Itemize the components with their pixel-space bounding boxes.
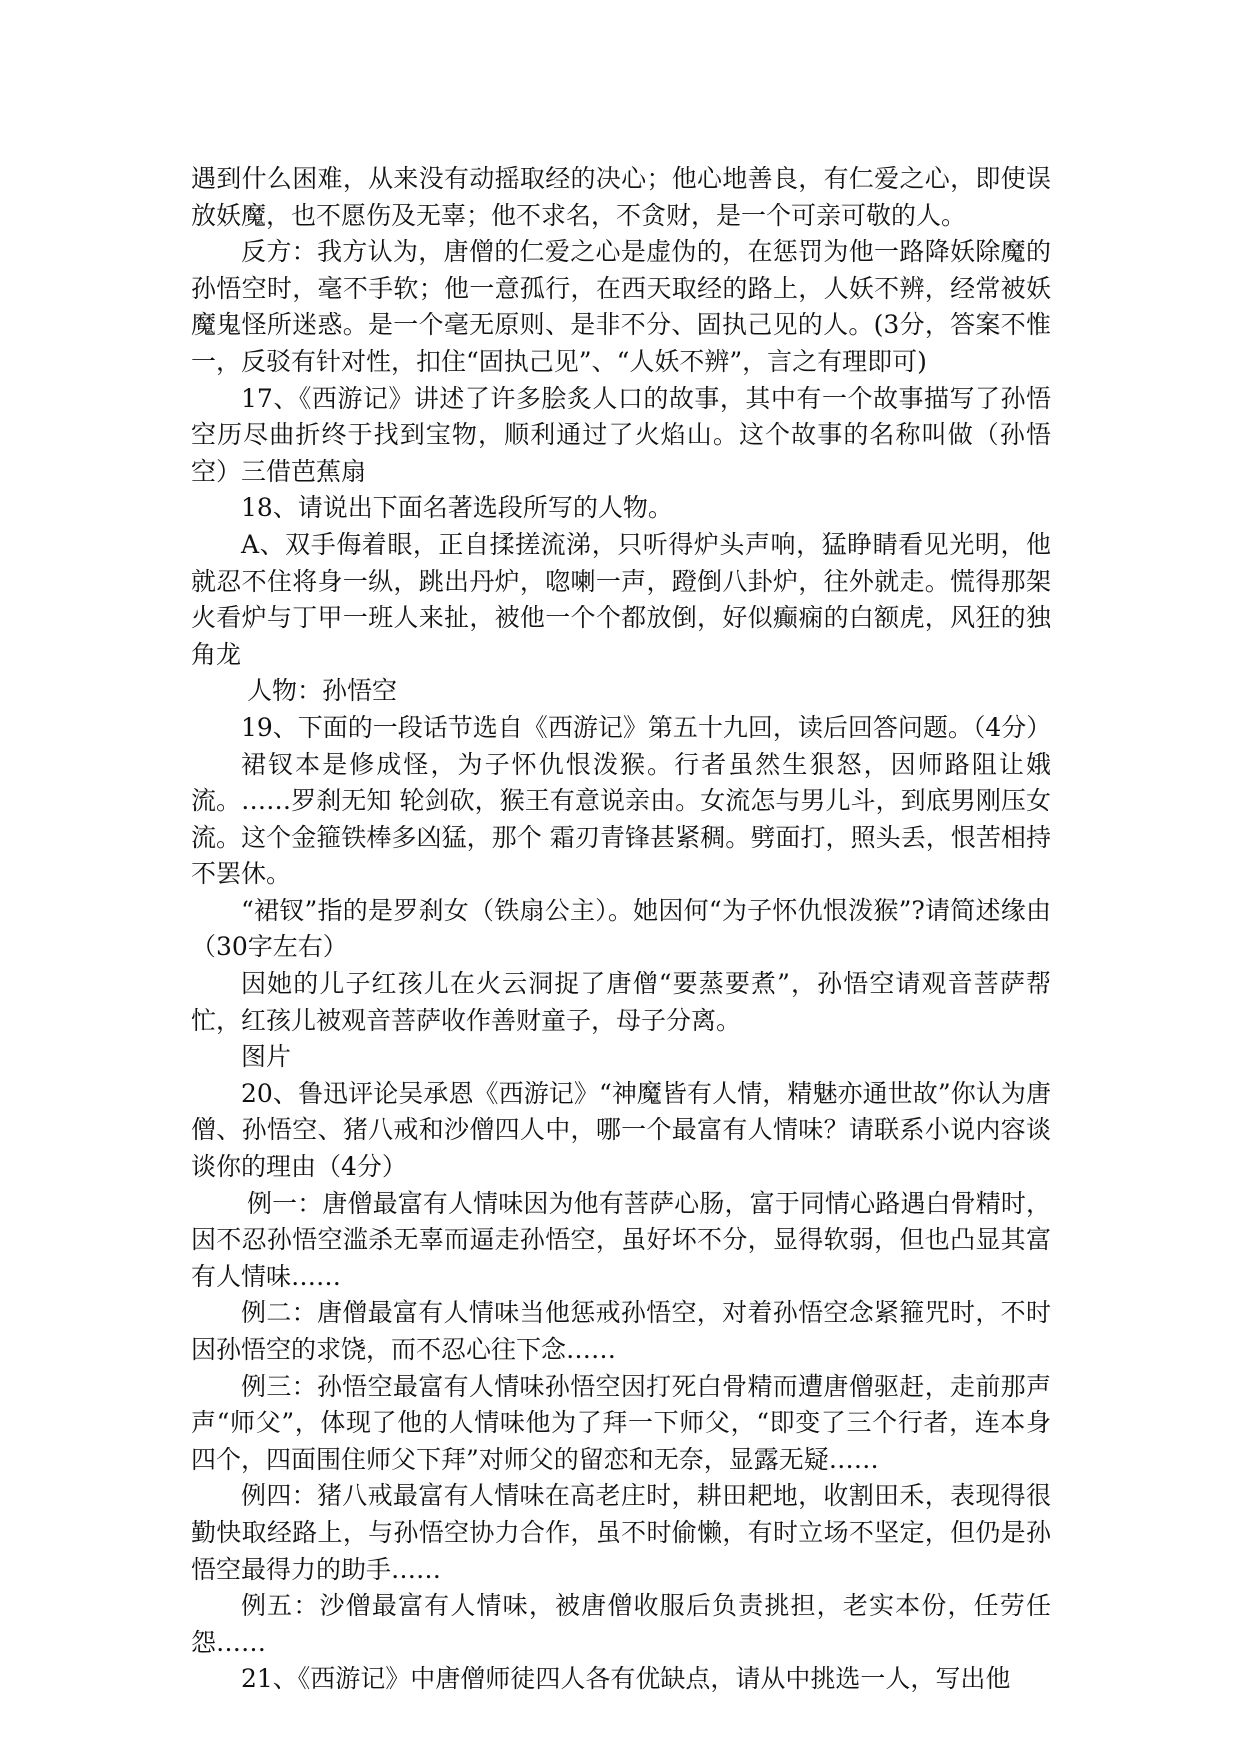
question-19-passage: 裙钗本是修成怪，为子怀仇恨泼猴。行者虽然生狠怒，因师路阻让娥流。……罗刹无知 轮剑砍，猴王有意说亲由。女流怎与男儿斗，到底男刚压女流。这个金箍铁棒多凶猛，那个 霜刃青锋甚紧稠。劈面打，照头丢，恨苦相持不罢休。 (191, 749, 1051, 889)
paragraph-rebuttal: 反方：我方认为，唐僧的仁爱之心是虚伪的，在惩罚为他一路降妖除魔的孙悟空时，毫不手软；他一意孤行，在西天取经的路上，人妖不辨，经常被妖魔鬼怪所迷惑。是一个毫无原则、是非不分、固执己见的人。(3分，答案不惟一，反驳有针对性，扣住“固执己见”、“人妖不辨”，言之有理即可) (191, 237, 1051, 376)
question-20-example-2: 例二：唐僧最富有人情味当他惩戒孙悟空，对着孙悟空念紧箍咒时，不时因孙悟空的求饶，而不忍心往下念…… (191, 1298, 1051, 1364)
question-20: 20、鲁迅评论吴承恩《西游记》“神魔皆有人情，精魅亦通世故”你认为唐僧、孙悟空、猪八戒和沙僧四人中，哪一个最富有人情味？请联系小说内容谈谈你的理由（4分） (191, 1078, 1051, 1182)
question-18-answer: 人物：孙悟空 (247, 676, 398, 706)
image-placeholder-label: 图片 (241, 1042, 292, 1072)
question-17: 17、《西游记》讲述了许多脍炙人口的故事，其中有一个故事描写了孙悟空历尽曲折终于找到宝物，顺利通过了火焰山。这个故事的名称叫做（孙悟空）三借芭蕉扇 (191, 383, 1051, 486)
question-20-example-1: 例一：唐僧最富有人情味因为他有菩萨心肠，富于同情心路遇白骨精时，因不忍孙悟空滥杀无辜而逼走孙悟空，虽好坏不分，显得软弱，但也凸显其富有人情味…… (191, 1188, 1051, 1291)
question-19-prompt: “裙钗”指的是罗刹女（铁扇公主）。她因何“为子怀仇恨泼猴”?请简述缘由（30字左右） (191, 895, 1051, 962)
question-18: 18、请说出下面名著选段所写的人物。 (241, 493, 673, 523)
paragraph-continuation: 遇到什么困难，从来没有动摇取经的决心；他心地善良，有仁爱之心，即使误放妖魔，也不愿伤及无辜；他不求名，不贪财，是一个可亲可敬的人。 (191, 164, 1051, 230)
question-20-example-4: 例四：猪八戒最富有人情味在高老庄时，耕田耙地，收割田禾，表现得很勤快取经路上，与孙悟空协力合作，虽不时偷懒，有时立场不坚定，但仍是孙悟空最得力的助手…… (191, 1481, 1051, 1584)
question-19-answer: 因她的儿子红孩儿在火云洞捉了唐僧“要蒸要煮”，孙悟空请观音菩萨帮忙，红孩儿被观音菩萨收作善财童子，母子分离。 (191, 969, 1051, 1035)
question-20-example-3: 例三：孙悟空最富有人情味孙悟空因打死白骨精而遭唐僧驱赶，走前那声声“师父”，体现了他的人情味他为了拜一下师父，“即变了三个行者，连本身四个，四面围住师父下拜”对师父的留恋和无奈，显露无疑…… (191, 1371, 1051, 1474)
document-body (191, 161, 1051, 1698)
question-19: 19、下面的一段话节选自《西游记》第五十九回，读后回答问题。（4分） (241, 712, 1052, 742)
question-21: 21、《西游记》中唐僧师徒四人各有优缺点，请从中挑选一人，写出他 (241, 1664, 1011, 1694)
question-18-passage-a: A、双手侮着眼，正自揉搓流涕，只听得炉头声响，猛睁睛看见光明，他就忍不住将身一纵，跳出丹炉，唿喇一声，蹬倒八卦炉，往外就走。慌得那架火看炉与丁甲一班人来扯，被他一个个都放倒，好似癫痫的白额虎，风狂的独角龙 (191, 529, 1051, 669)
question-20-example-5: 例五：沙僧最富有人情味，被唐僧收服后负责挑担，老实本份，任劳任怨…… (191, 1591, 1051, 1657)
